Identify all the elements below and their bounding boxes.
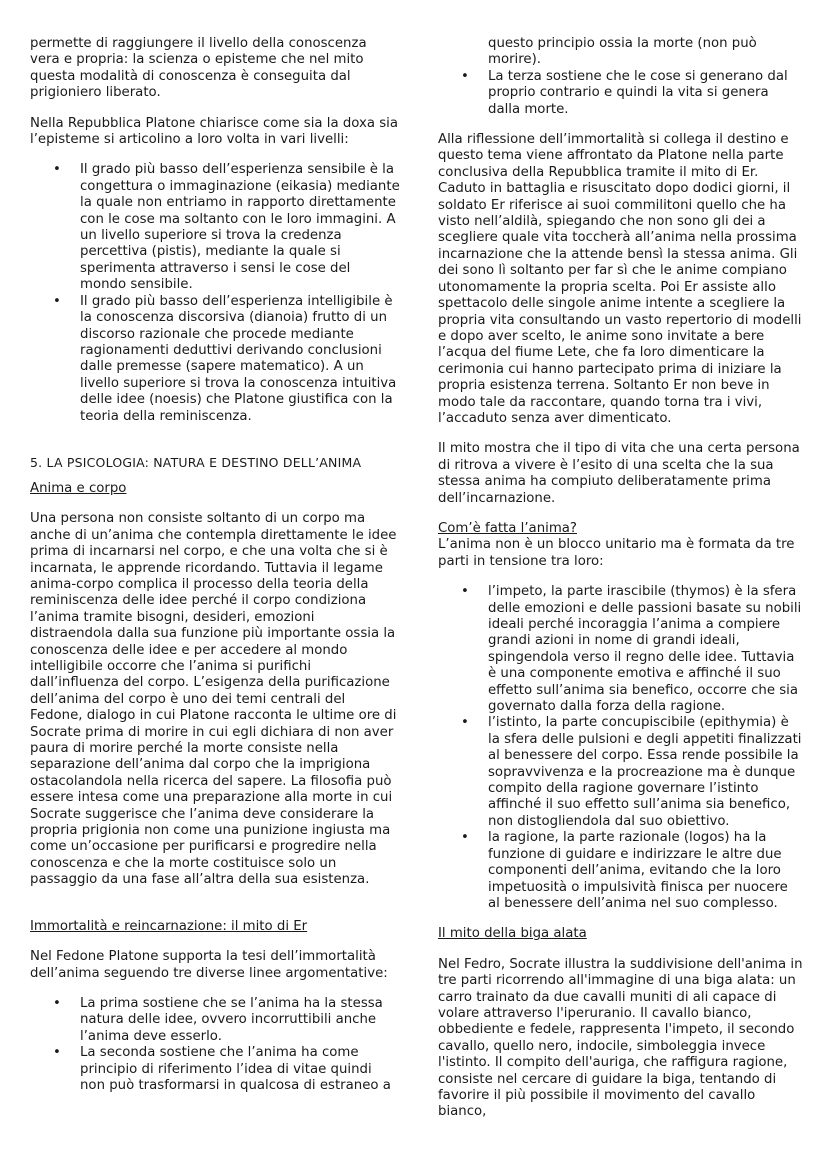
list-item: • La seconda sostiene che l’anima ha come principio di riferimento l’idea di vitae quindi non può trasformarsi in qualcosa di estraneo a [80, 1045, 400, 1094]
section-heading: 5. LA PSICOLOGIA: NATURA E DESTINO DELL’ANIMA [30, 454, 362, 470]
list-item: • l’istinto, la parte concupiscibile (epithymia) è la sfera delle pulsioni e degli appetiti finalizzati al benessere del corpo. Essa rende possibile la sopravvivenza e la procreazione ma è dunque compito della ragione governare l’istinto affinché il suo effetto sull’anima sia benefico, non distogliendola dal suo obiettivo. [488, 715, 803, 830]
list-item: • l’impeto, la parte irascibile (thymos) è la sfera delle emozioni e delle passioni basate su nobili ideali perché incoraggia l’anima a compiere grandi azioni in nome di grandi ideali, spingendola verso il regno delle idee. Tuttavia è una componente emotiva e affinché il suo effetto sull’anima sia benefico, occorre che sia governato dalla forza della ragione. [488, 584, 803, 715]
levels-list [30, 162, 400, 425]
subheading-immortalita: Immortalità e reincarnazione: il mito di Er [30, 918, 308, 934]
biga-alata-paragraph: Nel Fedro, Socrate illustra la suddivisione dell'anima in tre parti ricorrendo all'immagine di una biga alata: un carro trainato da due cavalli muniti di ali capace di volare attraverso l'iperuranio. Il cavallo bianco, obbediente e fedele, rappresenta l'impeto, il secondo cavallo, quello nero, indocile, simboleggia invece l'istinto. Il compito dell'auriga, che raffigura ragione, consiste nel cercare di guidare la biga, tentando di favorire il più possibile il movimento del cavallo bianco, [438, 956, 803, 1120]
parts-list [438, 584, 803, 912]
arguments-list-continued [438, 36, 803, 118]
subheading-anima-corpo: Anima e corpo [30, 480, 127, 496]
arguments-list [30, 996, 400, 1094]
list-item: • La prima sostiene che se l’anima ha la stessa natura delle idee, ovvero incorruttibili anche l’anima deve esserlo. [80, 996, 400, 1045]
anima-fatta-paragraph: L’anima non è un blocco unitario ma è formata da tre parti in tensione tra loro: [438, 537, 795, 569]
intro-paragraph: permette di raggiungere il livello della conoscenza vera e propria: la scienza o episteme che nel mito questa modalità di conoscenza è conseguita dal prigioniero liberato. [30, 36, 367, 101]
list-item: • Il grado più basso dell’esperienza intelligibile è la conoscenza discorsiva (dianoia) frutto di un discorso razionale che procede mediante ragionamenti deduttivi derivando conclusioni dalle premesse (sapere matematico). A un livello superiore si trova la conoscenza intuitiva delle idee (noesis) che Platone giustifica con la teoria della reminiscenza. [80, 294, 400, 425]
immortalita-paragraph: Nel Fedone Platone supporta la tesi dell’immortalità dell’anima seguendo tre diverse linee argomentative: [30, 949, 388, 981]
subheading-anima-fatta: Com’è fatta l’anima? [438, 520, 577, 536]
list-item: • Il grado più basso dell’esperienza sensibile è la congettura o immaginazione (eikasia) mediante la quale non entriamo in rapporto direttamente con le cose ma soltanto con le loro immagini. A un livello superiore si trova la credenza percettiva (pistis), mediante la quale si sperimenta attraverso i sensi le cose del mondo sensibile. [80, 162, 400, 293]
list-item: • la ragione, la parte razionale (logos) ha la funzione di guidare e indirizzare le altre due componenti dell’anima, evitando che la loro impetuosità o impulsività finisca per nuocere al benessere dell’anima nel suo complesso. [488, 830, 803, 912]
er-paragraph: Alla riflessione dell’immortalità si collega il destino e questo tema viene affrontato da Platone nella parte conclusiva della Repubblica tramite il mito di Er. Caduto in battaglia e risuscitato dopo dodici giorni, il soldato Er riferisce ai suoi commilitoni quello che ha visto nell’aldilà, spiegando che non sono gli dei a scegliere quale vita toccherà all’anima nella prossima incarnazione che la attende bensì la stessa anima. Gli dei sono lì soltanto per far sì che le anime compiano utonomamente la propria scelta. Poi Er assiste allo spettacolo delle singole anime intente a scegliere la propria vita consultando un vasto repertorio di modelli e dopo aver scelto, le anime sono invitate a bere l’acqua del fiume Lete, che fa loro dimenticare la cerimonia cui hanno partecipato prima di iniziare la propria esistenza terrena. Soltanto Er non beve in modo tale da raccontare, quando torna tra i vivi, l’accaduto senza aver dimenticato. [438, 132, 802, 426]
left-column [30, 36, 400, 1094]
myth-paragraph: Il mito mostra che il tipo di vita che una certa persona di ritrova a vivere è l’esito di una scelta che la sua stessa anima ha compiuto deliberatamente prima dell’incarnazione. [438, 441, 800, 506]
right-column [438, 36, 803, 1121]
list-item-continued: questo principio ossia la morte (non può morire). [488, 36, 757, 68]
repubblica-intro: Nella Repubblica Platone chiarisce come sia la doxa sia l’episteme si articolino a loro volta in vari livelli: [30, 115, 399, 148]
anima-corpo-paragraph: Una persona non consiste soltanto di un corpo ma anche di un’anima che contempla direttamente le idee prima di incarnarsi nel corpo, e che una volta che si è incarnata, le apprende ricordando. Tuttavia il legame anima-corpo complica il processo della teoria della reminiscenza delle idee perché il corpo condiziona l’anima tramite bisogni, desideri, emozioni distraendola dalla sua funzione più importante ossia la conoscenza delle idee e per accedere al mondo intelligibile occorre che l’anima si purifichi dall’influenza del corpo. L’esigenza della purificazione dell’anima del corpo è uno dei temi centrali del Fedone, dialogo in cui Platone racconta le ultime ore di Socrate prima di morire in cui egli dichiara di non aver paura di morire perché la morte consiste nella separazione dell’anima dal corpo che la imprigiona ostacolandola nella ricerca del sapere. La filosofia può essere intesa come una preparazione alla morte in cui Socrate suggerisce che l’anima deve considerare la propria prigionia non come una punizione ingiusta ma come un’occasione per purificarsi e progredire nella conoscenza e che la morte costituisce solo un passaggio da una fase all’altra della sua esistenza. [30, 511, 397, 888]
list-item: • La terza sostiene che le cose si generano dal proprio contrario e quindi la vita si genera dalla morte. [488, 69, 803, 118]
subheading-biga-alata: Il mito della biga alata [438, 926, 587, 942]
